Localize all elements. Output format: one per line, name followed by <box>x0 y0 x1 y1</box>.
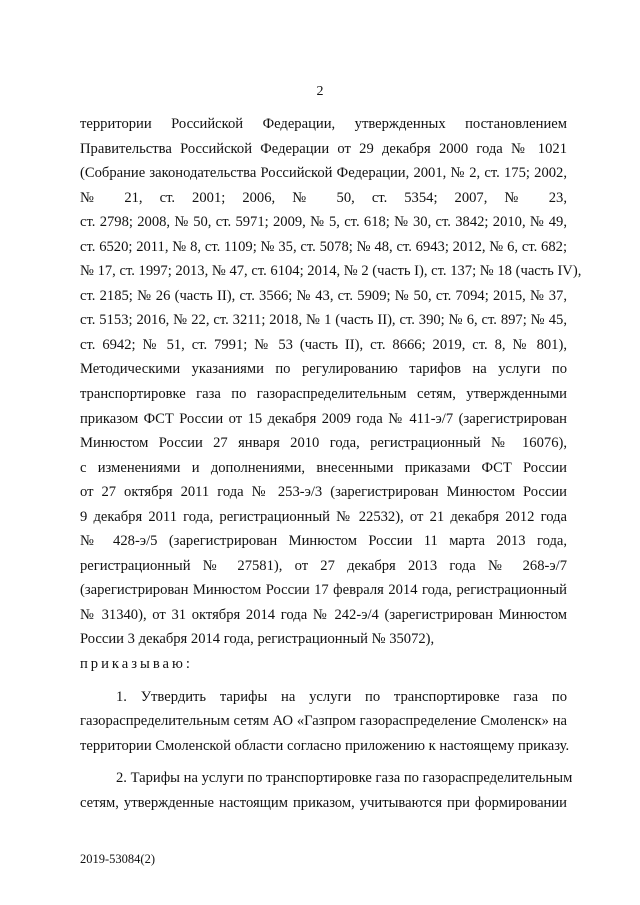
text-line: регистрационный № 27581), от 27 декабря 2013 года № 268-э/7 <box>80 557 567 574</box>
text-line: № 17, ст. 1997; 2013, № 47, ст. 6104; 2014, № 2 (часть I), ст. 137; № 18 (часть IV), <box>80 263 582 280</box>
text-line: территории Смоленской области согласно приложению к настоящему приказу. <box>80 737 570 754</box>
text-line: ст. 6942; № 51, ст. 7991; № 53 (часть II), ст. 8666; 2019, ст. 8, № 801), <box>80 336 567 353</box>
text-line: 1. Утвердить тарифы на услуги по транспортировке газа по <box>116 688 567 705</box>
text-line: транспортировке газа по газораспределительным сетям, утвержденными <box>80 386 567 403</box>
text-line: № 31340), от 31 октября 2014 года № 242-э/4 (зарегистрирован Минюстом <box>80 606 567 623</box>
text-line: Методическими указаниями по регулированию тарифов на услуги по <box>80 361 567 378</box>
text-line: № 428-э/5 (зарегистрирован Минюстом России 11 марта 2013 года, <box>80 533 567 550</box>
order-word: приказываю: <box>80 656 193 673</box>
item-1-paragraph <box>80 685 570 759</box>
text-line: ст. 5153; 2016, № 22, ст. 3211; 2018, № 1 (часть II), ст. 390; № 6, ст. 897; № 45, <box>80 312 567 329</box>
document-body <box>80 112 582 815</box>
text-line: от 27 октября 2011 года № 253-э/3 (зарегистрирован Минюстом России <box>80 484 567 501</box>
preamble-paragraph <box>80 112 582 652</box>
text-line: территории Российской Федерации, утвержденных постановлением <box>80 116 567 132</box>
text-line: приказом ФСТ России от 15 декабря 2009 года № 411-э/7 (зарегистрирован <box>80 410 567 427</box>
text-line: Правительства Российской Федерации от 29 декабря 2000 года № 1021 <box>80 140 567 157</box>
text-line: № 21, ст. 2001; 2006, № 50, ст. 5354; 2007, № 23, <box>80 189 567 206</box>
text-line: с изменениями и дополнениями, внесенными приказами ФСТ России <box>80 459 567 476</box>
text-line: 2. Тарифы на услуги по транспортировке газа по газораспределительным <box>116 770 573 787</box>
text-line: ст. 6520; 2011, № 8, ст. 1109; № 35, ст. 5078; № 48, ст. 6943; 2012, № 6, ст. 682; <box>80 238 567 255</box>
text-line: ст. 2798; 2008, № 50, ст. 5971; 2009, № 5, ст. 618; № 30, ст. 3842; 2010, № 49, <box>80 214 567 231</box>
text-line: Минюстом России 27 января 2010 года, регистрационный № 16076), <box>80 435 567 452</box>
item-2-paragraph <box>80 766 573 815</box>
text-line: 9 декабря 2011 года, регистрационный № 22532), от 21 декабря 2012 года <box>80 508 567 525</box>
text-line: сетям, утвержденные настоящим приказом, учитываются при формировании <box>80 794 567 811</box>
text-line: газораспределительным сетям АО «Газпром газораспределение Смоленск» на <box>80 713 567 730</box>
text-line: ст. 2185; № 26 (часть II), ст. 3566; № 43, ст. 5909; № 50, ст. 7094; 2015, № 37, <box>80 287 567 304</box>
text-line: России 3 декабря 2014 года, регистрационный № 35072), <box>80 631 435 648</box>
document-code: 2019-53084(2) <box>80 852 155 866</box>
text-line: (зарегистрирован Минюстом России 17 февраля 2014 года, регистрационный <box>80 582 567 599</box>
text-line: (Собрание законодательства Российской Федерации, 2001, № 2, ст. 175; 2002, <box>80 165 567 182</box>
page-number: 2 <box>316 84 324 99</box>
